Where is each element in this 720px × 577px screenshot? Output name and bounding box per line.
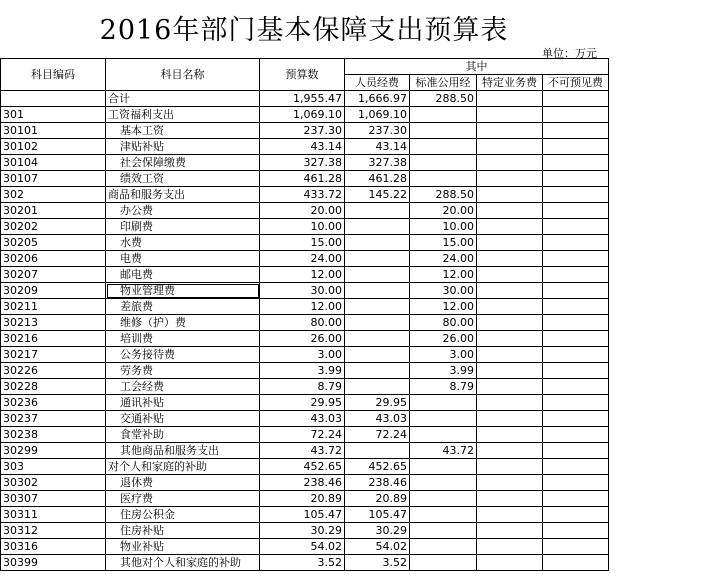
cell-code[interactable]: 30207 — [1, 267, 106, 283]
cell-special[interactable] — [477, 443, 543, 459]
cell-budget[interactable]: 461.28 — [260, 171, 345, 187]
cell-special[interactable] — [477, 155, 543, 171]
cell-standard[interactable] — [410, 171, 477, 187]
cell-special[interactable] — [477, 171, 543, 187]
cell-code[interactable]: 302 — [1, 187, 106, 203]
cell-name[interactable]: 邮电费 — [106, 267, 260, 283]
cell-contingency[interactable] — [543, 235, 609, 251]
cell-name[interactable]: 工会经费 — [106, 379, 260, 395]
cell-budget[interactable]: 12.00 — [260, 267, 345, 283]
cell-budget[interactable]: 12.00 — [260, 299, 345, 315]
cell-code[interactable]: 303 — [1, 459, 106, 475]
cell-name[interactable]: 物业补贴 — [106, 539, 260, 555]
cell-standard[interactable] — [410, 459, 477, 475]
cell-code[interactable]: 30238 — [1, 427, 106, 443]
table-row — [1, 331, 609, 347]
cell-budget[interactable]: 15.00 — [260, 235, 345, 251]
cell-personnel[interactable]: 54.02 — [345, 539, 410, 555]
cell-budget[interactable]: 3.52 — [260, 555, 345, 571]
cell-contingency[interactable] — [543, 155, 609, 171]
table-row — [1, 155, 609, 171]
cell-special[interactable] — [477, 523, 543, 539]
cell-special[interactable] — [477, 507, 543, 523]
cell-special[interactable] — [477, 283, 543, 299]
page-title: 2016年部门基本保障支出预算表 — [99, 15, 509, 46]
table-row — [1, 427, 609, 443]
cell-contingency[interactable] — [543, 491, 609, 507]
table-row — [1, 187, 609, 203]
header-personnel[interactable]: 人员经费 — [345, 75, 410, 91]
cell-name[interactable]: 合计 — [106, 91, 260, 107]
cell-budget[interactable]: 80.00 — [260, 315, 345, 331]
cell-special[interactable] — [477, 427, 543, 443]
cell-personnel[interactable]: 43.14 — [345, 139, 410, 155]
cell-contingency[interactable] — [543, 411, 609, 427]
cell-code[interactable]: 301 — [1, 107, 106, 123]
cell-budget[interactable]: 20.00 — [260, 203, 345, 219]
cell-name[interactable]: 电费 — [106, 251, 260, 267]
cell-personnel[interactable]: 20.89 — [345, 491, 410, 507]
cell-contingency[interactable] — [543, 171, 609, 187]
header-budget[interactable]: 预算数 — [260, 59, 345, 91]
cell-personnel[interactable] — [345, 283, 410, 299]
cell-code[interactable]: 30211 — [1, 299, 106, 315]
cell-special[interactable] — [477, 395, 543, 411]
cell-standard[interactable] — [410, 427, 477, 443]
cell-name[interactable]: 劳务费 — [106, 363, 260, 379]
cell-code[interactable]: 30205 — [1, 235, 106, 251]
table-row — [1, 379, 609, 395]
cell-name[interactable]: 基本工资 — [106, 123, 260, 139]
cell-code[interactable]: 30213 — [1, 315, 106, 331]
header-group[interactable]: 其中 — [345, 59, 609, 75]
cell-code[interactable] — [1, 91, 106, 107]
table-row — [1, 123, 609, 139]
cell-standard[interactable]: 10.00 — [410, 219, 477, 235]
cell-budget[interactable]: 105.47 — [260, 507, 345, 523]
cell-standard[interactable] — [410, 411, 477, 427]
cell-standard[interactable]: 24.00 — [410, 251, 477, 267]
cell-contingency[interactable] — [543, 283, 609, 299]
cell-special[interactable] — [477, 459, 543, 475]
table-row — [1, 363, 609, 379]
cell-code[interactable]: 30312 — [1, 523, 106, 539]
cell-special[interactable] — [477, 299, 543, 315]
cell-name[interactable]: 其他商品和服务支出 — [106, 443, 260, 459]
cell-special[interactable] — [477, 555, 543, 571]
table-row — [1, 395, 609, 411]
cell-contingency[interactable] — [543, 443, 609, 459]
cell-name[interactable]: 医疗费 — [106, 491, 260, 507]
cell-standard[interactable]: 20.00 — [410, 203, 477, 219]
cell-contingency[interactable] — [543, 395, 609, 411]
cell-personnel[interactable]: 29.95 — [345, 395, 410, 411]
cell-code[interactable]: 30226 — [1, 363, 106, 379]
cell-standard[interactable]: 80.00 — [410, 315, 477, 331]
cell-budget[interactable]: 452.65 — [260, 459, 345, 475]
cell-budget[interactable]: 327.38 — [260, 155, 345, 171]
cell-name[interactable]: 住房补贴 — [106, 523, 260, 539]
cell-contingency[interactable] — [543, 459, 609, 475]
table-row — [1, 411, 609, 427]
cell-code[interactable]: 30236 — [1, 395, 106, 411]
cell-code[interactable]: 30104 — [1, 155, 106, 171]
cell-personnel[interactable] — [345, 203, 410, 219]
cell-budget[interactable]: 3.00 — [260, 347, 345, 363]
cell-name[interactable]: 住房公积金 — [106, 507, 260, 523]
cell-name[interactable]: 交通补贴 — [106, 411, 260, 427]
cell-contingency[interactable] — [543, 539, 609, 555]
cell-code[interactable]: 30316 — [1, 539, 106, 555]
table-row — [1, 139, 609, 155]
header-standard[interactable]: 标准公用经 — [410, 75, 477, 91]
cell-budget[interactable]: 43.72 — [260, 443, 345, 459]
cell-standard[interactable] — [410, 523, 477, 539]
table-row — [1, 315, 609, 331]
cell-code[interactable]: 30107 — [1, 171, 106, 187]
cell-personnel[interactable]: 327.38 — [345, 155, 410, 171]
cell-contingency[interactable] — [543, 203, 609, 219]
table-row — [1, 459, 609, 475]
cell-name[interactable]: 物业管理费 — [106, 283, 260, 299]
cell-budget[interactable]: 433.72 — [260, 187, 345, 203]
cell-name[interactable]: 商品和服务支出 — [106, 187, 260, 203]
table-row — [1, 523, 609, 539]
cell-contingency[interactable] — [543, 331, 609, 347]
table-row — [1, 443, 609, 459]
cell-special[interactable] — [477, 411, 543, 427]
cell-special[interactable] — [477, 187, 543, 203]
cell-standard[interactable] — [410, 555, 477, 571]
cell-special[interactable] — [477, 139, 543, 155]
cell-name[interactable]: 办公费 — [106, 203, 260, 219]
cell-special[interactable] — [477, 91, 543, 107]
cell-special[interactable] — [477, 267, 543, 283]
cell-contingency[interactable] — [543, 251, 609, 267]
cell-budget[interactable]: 237.30 — [260, 123, 345, 139]
cell-special[interactable] — [477, 363, 543, 379]
cell-personnel[interactable] — [345, 443, 410, 459]
cell-standard[interactable] — [410, 107, 477, 123]
cell-budget[interactable]: 30.00 — [260, 283, 345, 299]
cell-code[interactable]: 30299 — [1, 443, 106, 459]
cell-personnel[interactable]: 43.03 — [345, 411, 410, 427]
cell-code[interactable]: 30302 — [1, 475, 106, 491]
cell-personnel[interactable] — [345, 219, 410, 235]
cell-personnel[interactable] — [345, 379, 410, 395]
cell-code[interactable]: 30209 — [1, 283, 106, 299]
cell-special[interactable] — [477, 203, 543, 219]
cell-standard[interactable] — [410, 507, 477, 523]
cell-contingency[interactable] — [543, 555, 609, 571]
table-row — [1, 347, 609, 363]
cell-personnel[interactable] — [345, 315, 410, 331]
cell-name[interactable]: 工资福利支出 — [106, 107, 260, 123]
cell-special[interactable] — [477, 491, 543, 507]
table-row — [1, 267, 609, 283]
header-special[interactable]: 特定业务费 — [477, 75, 543, 91]
cell-name[interactable]: 绩效工资 — [106, 171, 260, 187]
cell-special[interactable] — [477, 347, 543, 363]
cell-special[interactable] — [477, 475, 543, 491]
cell-personnel[interactable] — [345, 331, 410, 347]
cell-name[interactable]: 差旅费 — [106, 299, 260, 315]
cell-personnel[interactable]: 105.47 — [345, 507, 410, 523]
cell-contingency[interactable] — [543, 427, 609, 443]
cell-name[interactable]: 食堂补助 — [106, 427, 260, 443]
cell-standard[interactable]: 3.00 — [410, 347, 477, 363]
cell-personnel[interactable]: 237.30 — [345, 123, 410, 139]
cell-personnel[interactable] — [345, 251, 410, 267]
cell-budget[interactable]: 72.24 — [260, 427, 345, 443]
cell-name[interactable]: 对个人和家庭的补助 — [106, 459, 260, 475]
cell-code[interactable]: 30102 — [1, 139, 106, 155]
cell-special[interactable] — [477, 379, 543, 395]
cell-personnel[interactable]: 1,069.10 — [345, 107, 410, 123]
cell-budget[interactable]: 8.79 — [260, 379, 345, 395]
cell-code[interactable]: 30237 — [1, 411, 106, 427]
cell-name[interactable]: 公务接待费 — [106, 347, 260, 363]
cell-budget[interactable]: 1,955.47 — [260, 91, 345, 107]
cell-budget[interactable]: 54.02 — [260, 539, 345, 555]
cell-contingency[interactable] — [543, 123, 609, 139]
cell-standard[interactable] — [410, 155, 477, 171]
cell-code[interactable]: 30307 — [1, 491, 106, 507]
cell-contingency[interactable] — [543, 139, 609, 155]
cell-code[interactable]: 30201 — [1, 203, 106, 219]
header-name[interactable]: 科目名称 — [106, 59, 260, 91]
cell-special[interactable] — [477, 539, 543, 555]
cell-special[interactable] — [477, 219, 543, 235]
cell-budget[interactable]: 20.89 — [260, 491, 345, 507]
cell-standard[interactable]: 3.99 — [410, 363, 477, 379]
cell-standard[interactable] — [410, 539, 477, 555]
table-row — [1, 219, 609, 235]
cell-standard[interactable] — [410, 123, 477, 139]
header-row-1 — [1, 59, 609, 75]
cell-standard[interactable] — [410, 475, 477, 491]
cell-standard[interactable]: 26.00 — [410, 331, 477, 347]
cell-standard[interactable]: 288.50 — [410, 187, 477, 203]
cell-code[interactable]: 30202 — [1, 219, 106, 235]
cell-standard[interactable]: 288.50 — [410, 91, 477, 107]
cell-special[interactable] — [477, 331, 543, 347]
cell-personnel[interactable]: 1,666.97 — [345, 91, 410, 107]
cell-budget[interactable]: 238.46 — [260, 475, 345, 491]
cell-personnel[interactable]: 3.52 — [345, 555, 410, 571]
cell-contingency[interactable] — [543, 475, 609, 491]
cell-contingency[interactable] — [543, 347, 609, 363]
cell-code[interactable]: 30206 — [1, 251, 106, 267]
table-row — [1, 235, 609, 251]
cell-special[interactable] — [477, 315, 543, 331]
cell-contingency[interactable] — [543, 91, 609, 107]
cell-budget[interactable]: 3.99 — [260, 363, 345, 379]
cell-contingency[interactable] — [543, 187, 609, 203]
cell-standard[interactable]: 15.00 — [410, 235, 477, 251]
cell-name[interactable]: 退休费 — [106, 475, 260, 491]
header-contingency[interactable]: 不可预见费 — [543, 75, 609, 91]
table-row — [1, 491, 609, 507]
cell-personnel[interactable] — [345, 347, 410, 363]
table-row — [1, 475, 609, 491]
cell-personnel[interactable] — [345, 267, 410, 283]
cell-name[interactable]: 维修（护）费 — [106, 315, 260, 331]
cell-special[interactable] — [477, 123, 543, 139]
cell-code[interactable]: 30228 — [1, 379, 106, 395]
cell-special[interactable] — [477, 251, 543, 267]
cell-contingency[interactable] — [543, 523, 609, 539]
cell-personnel[interactable]: 452.65 — [345, 459, 410, 475]
cell-name[interactable]: 其他对个人和家庭的补助 — [106, 555, 260, 571]
cell-name[interactable]: 通讯补贴 — [106, 395, 260, 411]
unit-label: 单位：万元 — [542, 47, 597, 60]
cell-budget[interactable]: 30.29 — [260, 523, 345, 539]
cell-name[interactable]: 培训费 — [106, 331, 260, 347]
cell-special[interactable] — [477, 107, 543, 123]
table-row — [1, 283, 609, 299]
cell-contingency[interactable] — [543, 107, 609, 123]
cell-standard[interactable]: 12.00 — [410, 299, 477, 315]
table-row — [1, 107, 609, 123]
cell-standard[interactable]: 30.00 — [410, 283, 477, 299]
cell-personnel[interactable]: 145.22 — [345, 187, 410, 203]
cell-contingency[interactable] — [543, 219, 609, 235]
cell-standard[interactable] — [410, 491, 477, 507]
cell-budget[interactable]: 24.00 — [260, 251, 345, 267]
cell-personnel[interactable]: 238.46 — [345, 475, 410, 491]
cell-contingency[interactable] — [543, 379, 609, 395]
cell-name[interactable]: 水费 — [106, 235, 260, 251]
table-row — [1, 299, 609, 315]
cell-budget[interactable]: 26.00 — [260, 331, 345, 347]
cell-name[interactable]: 津贴补贴 — [106, 139, 260, 155]
table-row — [1, 555, 609, 571]
cell-code[interactable]: 30399 — [1, 555, 106, 571]
table-row — [1, 91, 609, 107]
cell-contingency[interactable] — [543, 507, 609, 523]
cell-contingency[interactable] — [543, 315, 609, 331]
cell-name[interactable]: 社会保障缴费 — [106, 155, 260, 171]
cell-special[interactable] — [477, 235, 543, 251]
header-code[interactable]: 科目编码 — [1, 59, 106, 91]
cell-standard[interactable]: 8.79 — [410, 379, 477, 395]
cell-personnel[interactable]: 461.28 — [345, 171, 410, 187]
cell-budget[interactable]: 1,069.10 — [260, 107, 345, 123]
cell-code[interactable]: 30216 — [1, 331, 106, 347]
cell-budget[interactable]: 43.14 — [260, 139, 345, 155]
cell-name[interactable]: 印刷费 — [106, 219, 260, 235]
table-row — [1, 171, 609, 187]
cell-standard[interactable]: 43.72 — [410, 443, 477, 459]
table-row — [1, 539, 609, 555]
cell-code[interactable]: 30101 — [1, 123, 106, 139]
cell-code[interactable]: 30311 — [1, 507, 106, 523]
cell-personnel[interactable]: 30.29 — [345, 523, 410, 539]
cell-standard[interactable] — [410, 395, 477, 411]
cell-personnel[interactable]: 72.24 — [345, 427, 410, 443]
table-row — [1, 251, 609, 267]
cell-standard[interactable]: 12.00 — [410, 267, 477, 283]
cell-standard[interactable] — [410, 139, 477, 155]
table-row — [1, 203, 609, 219]
cell-personnel[interactable] — [345, 235, 410, 251]
cell-code[interactable]: 30217 — [1, 347, 106, 363]
cell-contingency[interactable] — [543, 363, 609, 379]
cell-personnel[interactable] — [345, 299, 410, 315]
cell-budget[interactable]: 10.00 — [260, 219, 345, 235]
cell-budget[interactable]: 29.95 — [260, 395, 345, 411]
cell-personnel[interactable] — [345, 363, 410, 379]
cell-contingency[interactable] — [543, 267, 609, 283]
budget-table — [0, 58, 609, 571]
table-row — [1, 507, 609, 523]
cell-budget[interactable]: 43.03 — [260, 411, 345, 427]
cell-contingency[interactable] — [543, 299, 609, 315]
